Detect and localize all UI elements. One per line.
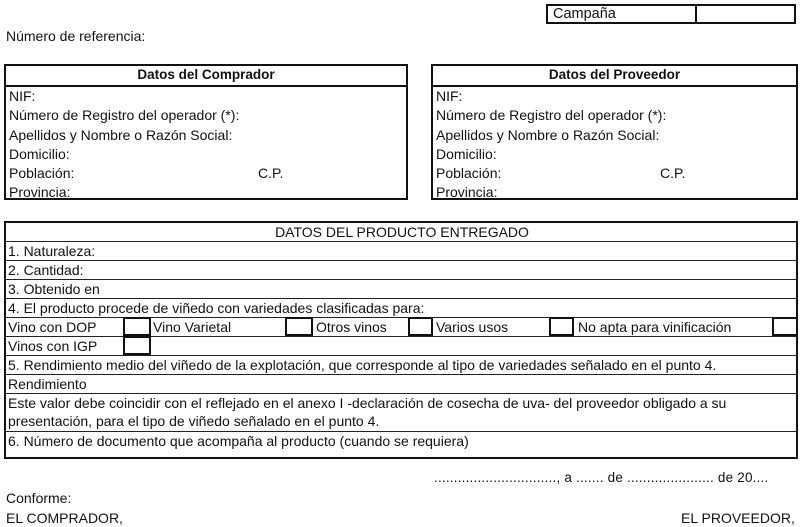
supplier-box bbox=[431, 64, 798, 200]
product-procede: 4. El producto procede de viñedo con variedades clasificadas para: bbox=[6, 299, 796, 318]
option-dop-checkbox[interactable] bbox=[123, 317, 151, 336]
supplier-domicilio: Domicilio: bbox=[436, 145, 497, 162]
option-varietal-label: Vino Varietal bbox=[153, 319, 232, 335]
option-varietal-checkbox[interactable] bbox=[285, 317, 313, 336]
product-documento: 6. Número de documento que acompaña al producto (cuando se requiera) bbox=[8, 433, 469, 449]
product-rendimiento-medio: 5. Rendimiento medio del viñedo de la explotación, que corresponde al tipo de variedades señalado en el punto 4. bbox=[6, 356, 796, 375]
supplier-registro: Número de Registro del operador (*): bbox=[436, 107, 667, 124]
product-obtenido: 3. Obtenido en bbox=[6, 280, 796, 299]
option-no-apta-checkbox[interactable] bbox=[772, 317, 798, 336]
buyer-provincia: Provincia: bbox=[9, 184, 71, 201]
option-varios-label: Varios usos bbox=[436, 319, 509, 335]
supplier-provincia: Provincia: bbox=[436, 184, 498, 201]
supplier-nif: NIF: bbox=[436, 88, 463, 104]
buyer-cp: C.P. bbox=[258, 165, 284, 182]
option-varios-checkbox[interactable] bbox=[549, 317, 574, 336]
product-rendimiento: Rendimiento bbox=[6, 375, 796, 394]
supplier-cp: C.P. bbox=[660, 165, 686, 182]
buyer-domicilio: Domicilio: bbox=[9, 145, 70, 162]
option-igp-checkbox[interactable] bbox=[123, 336, 151, 355]
product-cantidad: 2. Cantidad: bbox=[6, 261, 796, 280]
date-line: ..............................., a ....... de ...................... de 20.... bbox=[434, 470, 769, 485]
reference-label: Número de referencia: bbox=[6, 28, 146, 44]
supplier-poblacion-row bbox=[433, 164, 796, 183]
buyer-nombre: Apellidos y Nombre o Razón Social: bbox=[9, 126, 233, 143]
product-table bbox=[4, 221, 798, 459]
supplier-title: Datos del Proveedor bbox=[433, 66, 796, 87]
option-otros-label: Otros vinos bbox=[316, 319, 387, 335]
product-options-row bbox=[6, 318, 796, 337]
product-naturaleza: 1. Naturaleza: bbox=[6, 242, 796, 261]
buyer-title: Datos del Comprador bbox=[6, 66, 406, 87]
campana-box bbox=[546, 4, 796, 24]
option-otros-checkbox[interactable] bbox=[408, 317, 433, 336]
buyer-registro: Número de Registro del operador (*): bbox=[9, 107, 240, 124]
buyer-nif: NIF: bbox=[9, 88, 36, 104]
campana-label: Campaña bbox=[548, 6, 697, 22]
product-igp-row bbox=[6, 337, 796, 356]
supplier-signature-label: EL PROVEEDOR, bbox=[681, 510, 795, 526]
option-no-apta-label: No apta para vinificación bbox=[578, 319, 732, 335]
product-nota: Este valor debe coincidir con el reflejado en el anexo I -declaración de cosecha de uva- del proveedor obligado a su presentación, para el tipo de viñedo señalado en el punto 4. bbox=[6, 394, 796, 432]
option-dop-label: Vino con DOP bbox=[8, 319, 97, 335]
supplier-nombre: Apellidos y Nombre o Razón Social: bbox=[436, 126, 660, 143]
buyer-poblacion-row bbox=[6, 164, 406, 183]
buyer-box bbox=[4, 64, 408, 200]
option-igp-label: Vinos con IGP bbox=[8, 338, 98, 354]
buyer-poblacion: Población: bbox=[9, 165, 75, 182]
buyer-signature-label: EL COMPRADOR, bbox=[6, 510, 123, 526]
campana-field[interactable] bbox=[697, 6, 794, 22]
conforme-label: Conforme: bbox=[6, 490, 72, 506]
product-title: DATOS DEL PRODUCTO ENTREGADO bbox=[6, 223, 796, 242]
supplier-poblacion: Población: bbox=[436, 165, 502, 182]
